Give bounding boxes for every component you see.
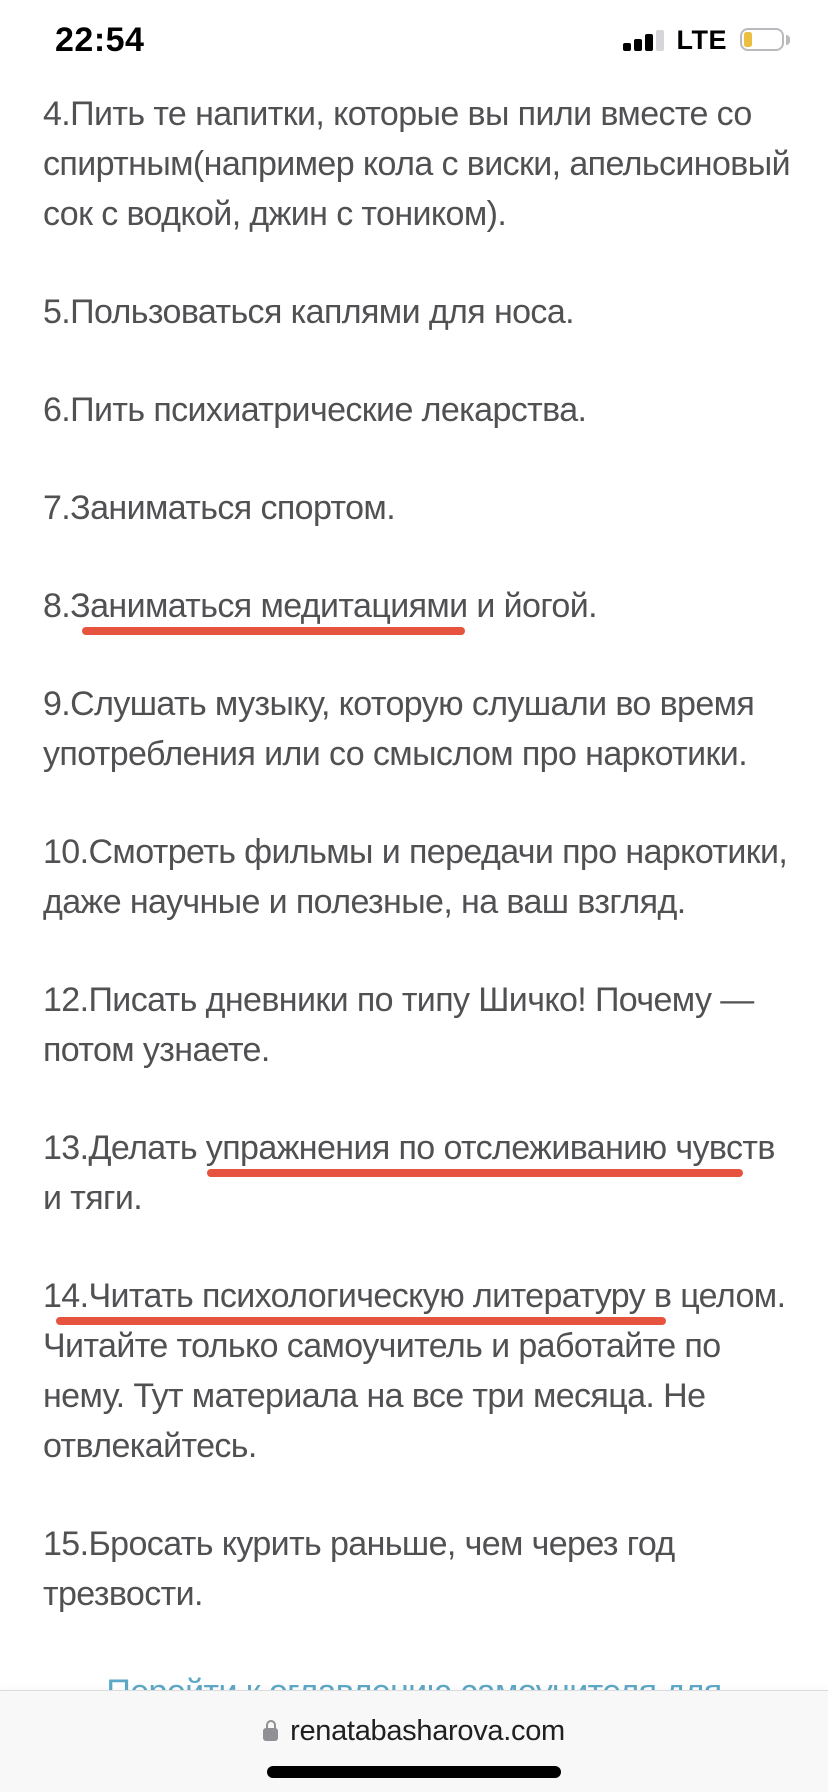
text-line: 14.Читать психологическую литературу в целом. bbox=[43, 1277, 786, 1315]
address-bar[interactable] bbox=[0, 1713, 828, 1749]
text-line: 4.Пить те напитки, которые вы пили вместе со bbox=[43, 95, 752, 133]
text-line: 8.Заниматься медитациями и йогой. bbox=[43, 587, 597, 625]
text-line: потом узнаете. bbox=[43, 1031, 270, 1069]
battery-cap bbox=[786, 35, 790, 45]
domain-label: renatabasharova.com bbox=[290, 1714, 565, 1747]
text-line: трезвости. bbox=[43, 1575, 203, 1613]
status-bar bbox=[0, 0, 828, 66]
text-line: 9.Слушать музыку, которую слушали во время bbox=[43, 685, 755, 723]
paragraph bbox=[0, 1123, 828, 1223]
text-line: 7.Заниматься спортом. bbox=[43, 489, 396, 527]
paragraph bbox=[0, 89, 828, 239]
text-line: употребления или со смыслом про наркотики. bbox=[43, 735, 748, 773]
paragraph bbox=[0, 1519, 828, 1619]
text-line: отвлекайтесь. bbox=[43, 1427, 257, 1465]
safari-bottom-bar bbox=[0, 1690, 828, 1792]
signal-bar bbox=[634, 39, 642, 51]
clock: 22:54 bbox=[55, 20, 145, 59]
red-underline bbox=[56, 1317, 666, 1325]
text-line: Читайте только самоучитель и работайте по bbox=[43, 1327, 721, 1365]
text-body bbox=[0, 89, 828, 1619]
paragraph bbox=[0, 287, 828, 337]
text-line: даже научные и полезные, на ваш взгляд. bbox=[43, 883, 686, 921]
text-line: 12.Писать дневники по типу Шичко! Почему — bbox=[43, 981, 754, 1019]
text-line: 5.Пользоваться каплями для носа. bbox=[43, 293, 574, 331]
paragraph bbox=[0, 975, 828, 1075]
battery-low-fill bbox=[744, 32, 752, 47]
signal-bar bbox=[623, 43, 631, 51]
text-line: 6.Пить психиатрические лекарства. bbox=[43, 391, 587, 429]
paragraph bbox=[0, 385, 828, 435]
text-line: 15.Бросать курить раньше, чем через год bbox=[43, 1525, 675, 1563]
text-line: нему. Тут материала на все три месяца. Не bbox=[43, 1377, 706, 1415]
text-line: 13.Делать упражнения по отслеживанию чувств bbox=[43, 1129, 775, 1167]
paragraph bbox=[0, 679, 828, 779]
red-underline bbox=[82, 627, 465, 635]
text-line: сок с водкой, джин с тоником). bbox=[43, 195, 507, 233]
paragraph bbox=[0, 483, 828, 533]
text-line: спиртным(например кола с виски, апельсиновый bbox=[43, 145, 790, 183]
home-indicator[interactable] bbox=[267, 1766, 561, 1778]
paragraph bbox=[0, 581, 828, 631]
signal-bar-inactive bbox=[656, 30, 664, 51]
paragraph bbox=[0, 827, 828, 927]
red-underline bbox=[207, 1169, 743, 1177]
status-icons bbox=[623, 25, 793, 56]
signal-bar bbox=[645, 34, 653, 51]
text-line: 10.Смотреть фильмы и передачи про наркотики, bbox=[43, 833, 788, 871]
signal-strength-icon bbox=[623, 29, 664, 51]
network-type-label: LTE bbox=[676, 24, 727, 55]
paragraph bbox=[0, 1271, 828, 1471]
lock-icon bbox=[263, 1720, 278, 1742]
battery-icon bbox=[740, 28, 792, 52]
text-line: и тяги. bbox=[43, 1179, 143, 1217]
